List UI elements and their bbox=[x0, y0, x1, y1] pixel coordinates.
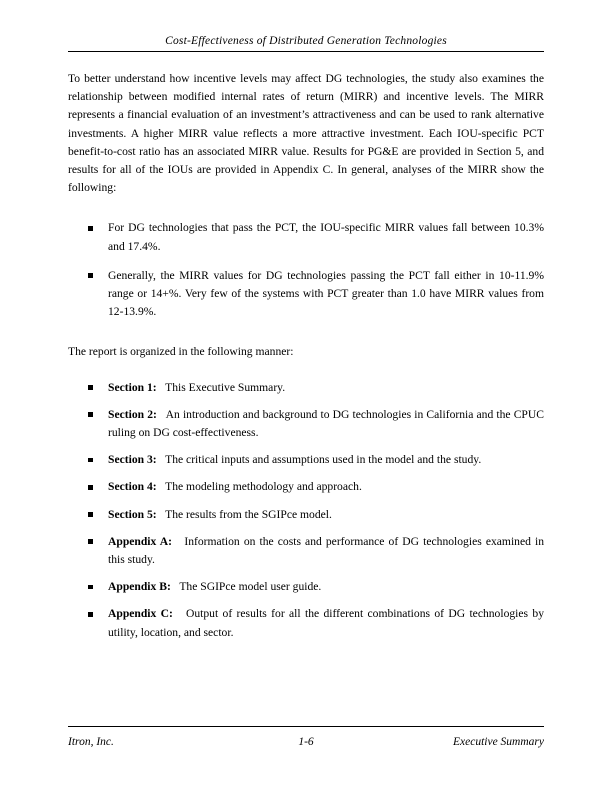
list-item-label: Appendix B: bbox=[108, 580, 171, 594]
square-bullet-icon bbox=[88, 385, 93, 390]
mirr-findings-list bbox=[68, 219, 544, 321]
footer-rule bbox=[68, 726, 544, 727]
list-item bbox=[68, 605, 544, 641]
list-item-text: The critical inputs and assumptions used in the model and the study. bbox=[165, 453, 482, 467]
list-item-text: The SGIPce model user guide. bbox=[179, 580, 322, 594]
list-item-label: Appendix C: bbox=[108, 607, 173, 621]
list-item-label: Section 3: bbox=[108, 453, 157, 467]
page-number: 1-6 bbox=[298, 736, 314, 748]
list-item bbox=[68, 406, 544, 442]
list-item-text: Information on the costs and performance of DG technologies examined in this study. bbox=[108, 534, 545, 567]
footer-company: Itron, Inc. bbox=[68, 736, 114, 748]
square-bullet-icon bbox=[88, 585, 93, 590]
list-item-text: Output of results for all the different combinations of DG technologies by utility, location, and sector. bbox=[108, 607, 544, 639]
list-item bbox=[68, 506, 544, 524]
organization-list bbox=[68, 379, 544, 642]
square-bullet-icon bbox=[88, 539, 93, 544]
list-item-text: The modeling methodology and approach. bbox=[165, 480, 362, 494]
square-bullet-icon bbox=[88, 226, 93, 231]
list-item bbox=[68, 478, 544, 496]
square-bullet-icon bbox=[88, 412, 93, 417]
list-item bbox=[68, 379, 544, 397]
list-item-label: Section 2: bbox=[108, 407, 157, 421]
square-bullet-icon bbox=[88, 485, 93, 490]
list-item-label: Section 4: bbox=[108, 480, 157, 494]
header-title: Cost-Effectiveness of Distributed Generation Technologies bbox=[165, 35, 447, 47]
running-header bbox=[68, 34, 544, 52]
list-item-label: Appendix A: bbox=[108, 534, 173, 548]
intro-paragraph: To better understand how incentive levels may affect DG technologies, the study also examines the relationship between modified internal rates of return (MIRR) and incentive levels. The MIRR represents a financial evaluation of an investment’s attractiveness and can be used to rank alternative investments. A higher MIRR value reflects a more attractive investment. Each IOU-specific PCT benefit-to-cost ratio has an associated MIRR value. Results for PG&E are provided in Section 5, and results for all of the IOUs are provided in Appendix C. In general, analyses of the MIRR show the following: bbox=[68, 72, 544, 195]
list-item-text: This Executive Summary. bbox=[165, 380, 286, 394]
footer-row bbox=[68, 734, 544, 750]
list-item bbox=[68, 451, 544, 469]
list-item bbox=[68, 578, 544, 596]
list-item-text: Generally, the MIRR values for DG technologies passing the PCT fall either in 10-11.9% range or 14+%. Very few of the systems with PCT greater than 1.0 have MIRR values from 12-13.9%. bbox=[108, 268, 544, 319]
list-item bbox=[68, 533, 544, 569]
spacer bbox=[68, 362, 544, 379]
organization-paragraph: The report is organized in the following manner: bbox=[68, 345, 294, 359]
square-bullet-icon bbox=[88, 273, 93, 278]
list-item-text: An introduction and background to DG technologies in California and the CPUC ruling on DG cost-effectiveness. bbox=[108, 407, 544, 440]
square-bullet-icon bbox=[88, 612, 93, 617]
page-footer bbox=[68, 726, 544, 750]
square-bullet-icon bbox=[88, 458, 93, 463]
spacer bbox=[68, 197, 544, 219]
list-item-label: Section 1: bbox=[108, 380, 157, 394]
list-item-text: The results from the SGIPce model. bbox=[165, 507, 332, 521]
page-content bbox=[68, 70, 544, 651]
list-item bbox=[68, 219, 544, 255]
list-item bbox=[68, 267, 544, 322]
header-rule bbox=[68, 51, 544, 52]
square-bullet-icon bbox=[88, 512, 93, 517]
list-item-label: Section 5: bbox=[108, 507, 157, 521]
list-item-text: For DG technologies that pass the PCT, the IOU-specific MIRR values fall between 10.3% and 17.4%. bbox=[108, 221, 544, 253]
footer-section-name: Executive Summary bbox=[452, 736, 544, 748]
spacer bbox=[68, 321, 544, 343]
